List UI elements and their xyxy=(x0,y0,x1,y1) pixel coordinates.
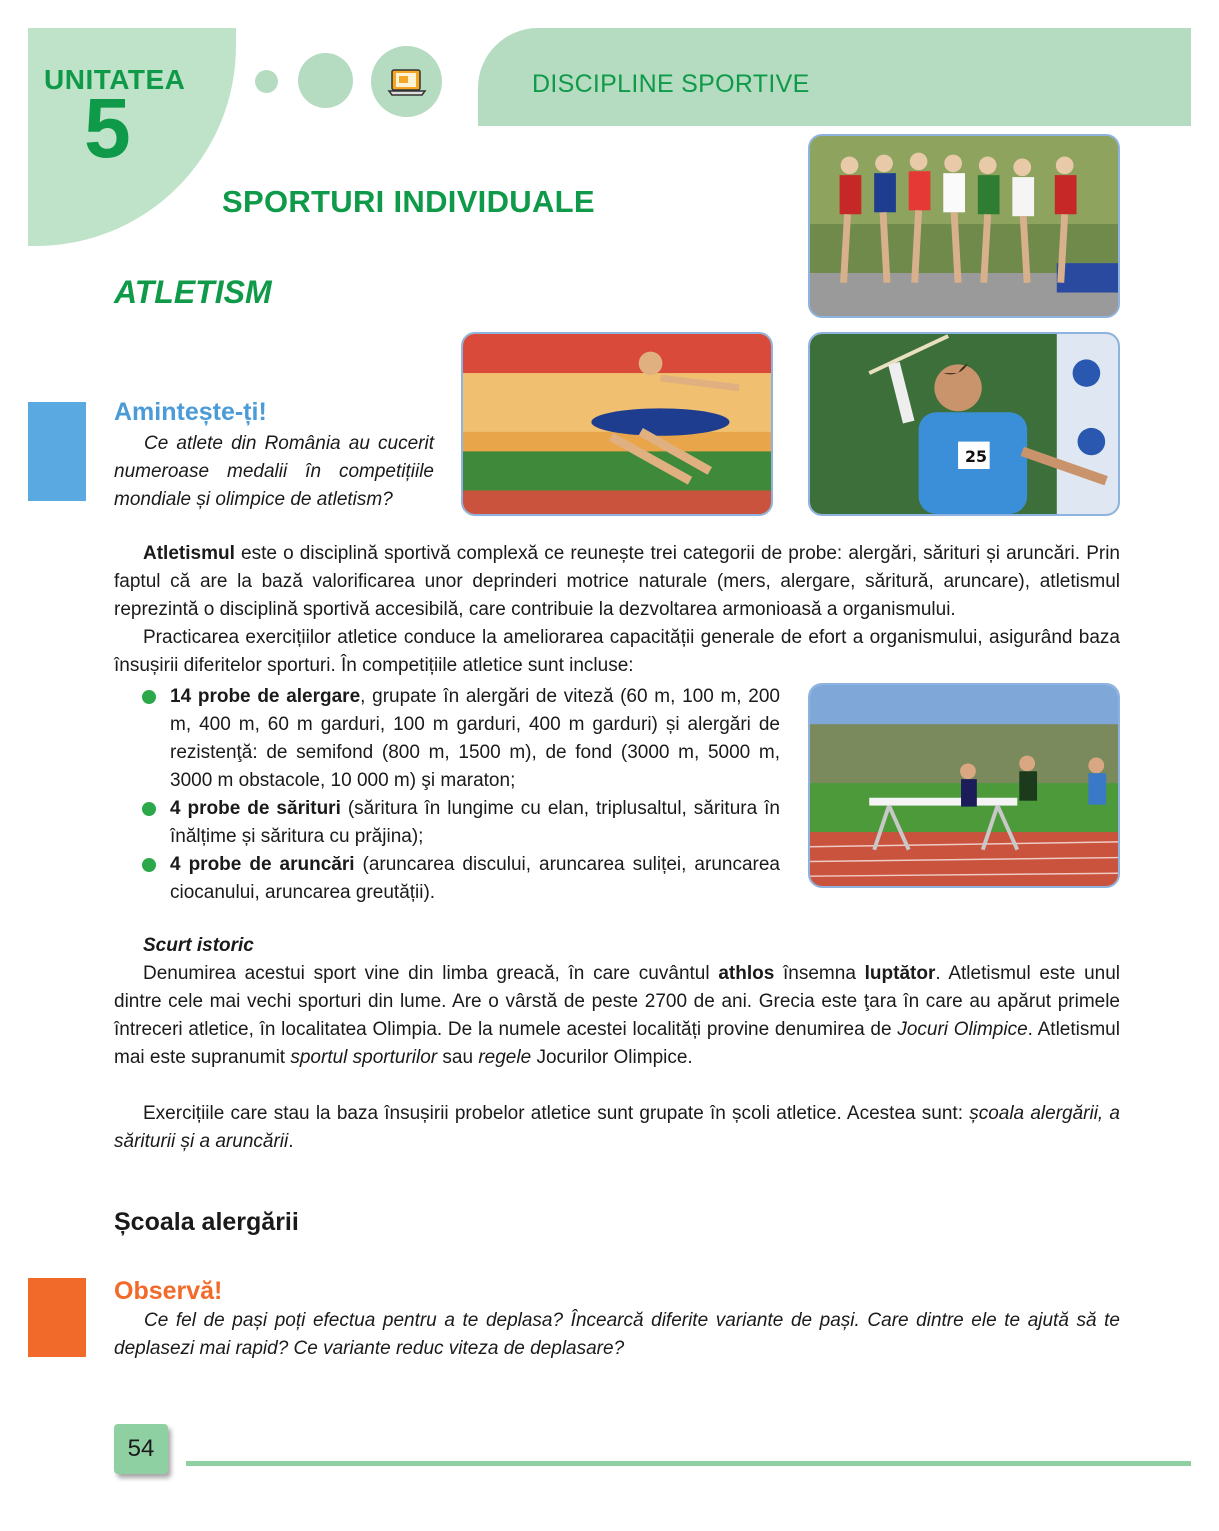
term-jocuri-olimpice: Jocuri Olimpice xyxy=(897,1019,1028,1040)
bullet-icon xyxy=(142,690,156,704)
list-item xyxy=(140,795,780,851)
observe-marker xyxy=(28,1278,86,1357)
history-text: . Atletismul mai este supranumit xyxy=(114,1019,1120,1068)
svg-text:25: 25 xyxy=(964,447,987,467)
steeplechase-photo xyxy=(808,683,1120,888)
schools-paragraph xyxy=(114,1100,1120,1156)
history-text: Jocurilor Olimpice. xyxy=(531,1047,693,1068)
intro-paragraph-1-text: este o disciplină sportivă complexă ce reunește trei categorii de probe: alergări, sărituri și aruncări. Prin faptul că are la bază valorificarea unor deprinderi motrice naturale (mers, alergare, săritură, aruncare), atletismul reprezintă o disciplină sportivă accesibilă, care contribuie la dezvoltarea armonioasă a organismului. xyxy=(114,543,1120,620)
race-walkers-photo xyxy=(808,134,1120,318)
history-text: însemna xyxy=(774,963,865,984)
probes-list xyxy=(140,683,780,907)
bullet-icon xyxy=(142,802,156,816)
history-paragraph xyxy=(114,960,1120,1072)
laptop-icon xyxy=(387,58,427,104)
intro-paragraph-1 xyxy=(114,540,1120,624)
section-heading: Școala alergării xyxy=(114,1208,299,1236)
list-item-text: (săritura în lungime cu elan, triplusaltul, săritura în înălțime și săritura cu prăjina); xyxy=(170,798,780,847)
remember-question: Ce atlete din România au cucerit numeroase medalii în competițiile mondiale și olimpice de atletism? xyxy=(114,433,434,510)
list-item-text: , grupate în alergări de viteză (60 m, 100 m, 200 m, 400 m, 60 m garduri, 100 m garduri, 400 m garduri) și alergări de rezistenţă: de semifond (800 m, 1500 m), de fond (3000 m, 5000 m, 3000 m obstacole, 10 000 m) şi maraton; xyxy=(170,686,780,791)
bullet-icon xyxy=(142,858,156,872)
unit-label: UNITATEA xyxy=(44,64,186,95)
remember-marker xyxy=(28,402,86,501)
list-item xyxy=(140,851,780,907)
term-regele: regele xyxy=(478,1047,532,1068)
javelin-photo xyxy=(808,332,1120,516)
observe-question: Ce fel de pași poți efectua pentru a te deplasa? Încearcă diferite variante de pași. Care dintre ele te ajută să te deplasezi mai rapid? Ce variante reduc viteza de deplasare? xyxy=(114,1310,1120,1359)
long-jump-photo xyxy=(461,332,773,516)
decor-dot-small xyxy=(255,70,278,93)
schools-text: Exercițiile care stau la baza însușirii probelor atletice sunt grupate în școli atletice. Acestea sunt: xyxy=(143,1103,970,1124)
history-text: sau xyxy=(437,1047,479,1068)
intro-paragraph-2: Practicarea exercițiilor atletice conduce la ameliorarea capacității generale de efort a organismului, asigurând baza însușirii diferitelor sporturi. În competițiile atletice sunt incluse: xyxy=(114,627,1120,676)
list-item-bold: 14 probe de alergare xyxy=(170,686,361,707)
list-item-text: (aruncarea discului, aruncarea suliței, aruncarea ciocanului, aruncarea greutății). xyxy=(170,854,780,903)
section-subtitle: ATLETISM xyxy=(114,274,272,310)
remember-title: Amintește-ți! xyxy=(114,398,267,426)
page-number: 54 xyxy=(114,1424,168,1474)
unit-badge-background xyxy=(28,28,236,246)
unit-number: 5 xyxy=(84,81,131,175)
list-item xyxy=(140,683,780,795)
observe-title: Observă! xyxy=(114,1277,223,1305)
page-title: SPORTURI INDIVIDUALE xyxy=(222,184,595,219)
history-heading: Scurt istoric xyxy=(143,935,254,956)
term-sportul-sporturilor: sportul sporturilor xyxy=(290,1047,438,1068)
schools-list-italic: școala alergării, a săriturii și a aruncării xyxy=(114,1103,1120,1152)
term-luptator: luptător xyxy=(864,963,936,984)
list-item-bold: 4 probe de aruncări xyxy=(170,854,355,875)
term-athlos: athlos xyxy=(718,963,775,984)
footer-line xyxy=(186,1461,1191,1466)
schools-text: . xyxy=(288,1131,294,1152)
list-item-bold: 4 probe de sărituri xyxy=(170,798,341,819)
history-text: Denumirea acestui sport vine din limba greacă, în care cuvântul xyxy=(143,963,719,984)
term-atletismul: Atletismul xyxy=(143,543,235,564)
chapter-banner-text: DISCIPLINE SPORTIVE xyxy=(532,70,810,98)
decor-dot-medium xyxy=(298,53,353,108)
history-text: . Atletismul este unul dintre cele mai vechi sporturi din lume. Are o vârstă de peste 2700 de ani. Grecia este ţara în care au apărut primele întreceri atletice, în localitatea Olimpia. De la numele acestei localități provine denumirea de xyxy=(114,963,1120,1040)
